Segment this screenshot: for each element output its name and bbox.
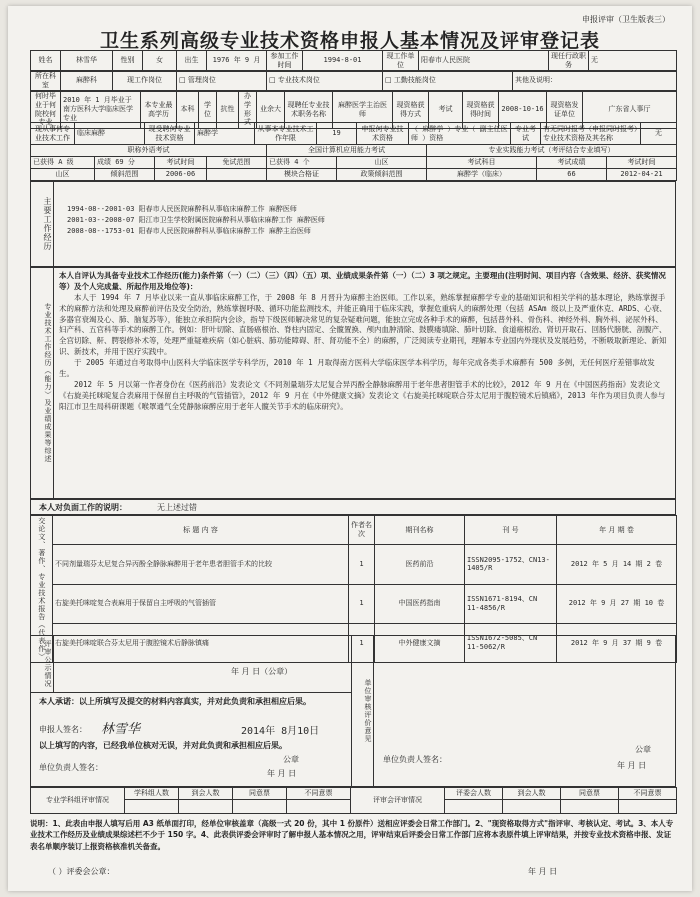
paper-journal: 中外健康文摘 xyxy=(375,623,465,662)
negative-label: 本人对负面工作的说明： xyxy=(39,503,127,512)
admin-label: 现任行政职务 xyxy=(549,51,589,72)
other-label: 其他及说明： xyxy=(513,71,677,92)
public-date-seal: 年 月 日（公章） xyxy=(231,667,293,676)
committee-col: 评委会人数 xyxy=(445,788,503,800)
gender-value: 女 xyxy=(143,51,177,72)
applicant-sign-date: 2014年 8月10日 xyxy=(241,726,320,737)
engaged-value: 临床麻醉 xyxy=(75,123,145,145)
exam-label: 专业考试 xyxy=(511,123,541,145)
papers-journal-head: 期刊名称 xyxy=(375,516,465,545)
computer-exam-label: 全国计算机应用能力考试 xyxy=(267,145,427,157)
cert-label: 现资格发证单位 xyxy=(547,91,583,129)
committee-col: 到会人数 xyxy=(503,788,561,800)
lang-score: 成绩 69 分 xyxy=(95,157,155,169)
papers-title-head: 标 题 内 容 xyxy=(53,516,349,545)
tech-post-label: 专业技术岗位 xyxy=(277,76,320,85)
declare-label: 申报何专业技术资格 xyxy=(357,123,409,145)
ability-label: 专业技术工作经历（能力）及业绩成果等综述 xyxy=(31,268,54,498)
applicant-sign-label: 申报人签名： xyxy=(39,725,87,734)
lang-area: 山区 xyxy=(31,169,95,181)
papers-issn-head: 刊 号 xyxy=(465,516,557,545)
ability-section xyxy=(30,267,676,499)
date-label: 现资格获得时间 xyxy=(463,91,499,129)
way-value: 考试 xyxy=(429,91,463,129)
exam-time-label: 考试时间 xyxy=(155,157,207,169)
table-tag: 申报评审（卫生版表三） xyxy=(582,15,670,24)
unit-head-sign-label-2: 单位负责人签名： xyxy=(383,755,447,764)
paper-rank: 1 xyxy=(349,545,375,584)
paper-issn: ISSN1672-5085、CN 11-5062/R xyxy=(465,623,557,662)
specialty-table xyxy=(30,122,677,145)
promise-text: 本人承诺：以上所填写及提交的材料内容真实，并对此负责和承担相应后果。 xyxy=(39,697,311,706)
group-col: 到会人数 xyxy=(179,788,233,800)
grad-label: 何时毕业于何院校何专业 xyxy=(31,91,61,129)
prac-time-label: 考试时间 xyxy=(607,157,677,169)
review-section xyxy=(30,635,676,787)
group-col: 不同意票 xyxy=(287,788,351,800)
committee-seal-label: （ ）评委会公章： xyxy=(48,867,115,876)
experience-label: 主要工作经历 xyxy=(31,182,54,266)
committee-review-label: 评审会评审情况 xyxy=(351,788,445,814)
paper-issn: ISSN1671-8194、CN 11-4856/R xyxy=(465,584,557,623)
admin-value: 无 xyxy=(589,51,677,72)
degree-value: 抗性 xyxy=(217,91,239,129)
degree-label: 学位 xyxy=(199,91,217,129)
group-review-label: 专业学科组评审情况 xyxy=(31,788,125,814)
paper-issn: ISSN2095-1752、CN13-1405/R xyxy=(465,545,557,584)
name-label: 姓名 xyxy=(31,51,61,72)
table-row xyxy=(31,584,677,623)
experience-section xyxy=(30,181,676,267)
dept-value: 麻醉科 xyxy=(61,71,113,92)
title-label: 现聘任专业技术职务名称 xyxy=(285,91,333,129)
experience-item: 2008-08--1753-01 阳春市人民医院麻醉科从事临床麻醉工作 麻醉主治医师 xyxy=(67,227,311,236)
paper-date: 2012 年 9 月 37 期 9 卷 xyxy=(557,623,677,662)
grad-value: 2010 年 1 月毕业于南方医科大学临床医学专业 xyxy=(61,91,141,129)
basic-info-table xyxy=(30,50,677,72)
years-label: 从事本专业技术工作年限 xyxy=(255,123,317,145)
years-value: 19 xyxy=(317,123,357,145)
ability-p2: 于 2005 年通过自考取得中山医科大学临床医学专科学历，2010 年 1 月取得南方医科大学临床医学本科学历，每年完成各类手术麻醉有 500 多例，无任何医疗差错事故发生。 xyxy=(59,358,655,378)
committee-col: 同意票 xyxy=(561,788,619,800)
work-start-label: 参加工作时间 xyxy=(267,51,303,72)
papers-side-label: 交论文、著作、专业技术报告（代表作） xyxy=(31,516,53,663)
ability-p1: 本人于 1994 年 7 月毕业以来一直从事临床麻醉工作，于 2008 年 8 月晋升为麻醉主治医师。工作以来，熟练掌握麻醉学专业的基础知识和相关学科的基本理论，熟练掌握手术的麻醉方法和处理及麻醉前评估及安全防治，熟练掌握呼吸、循环功能监测技术，并能正确用于临床实践，掌握危重病人的麻醉处理（包括 ASAm 级以上及严重休克、ARDS、心衰、多器官衰竭及心、肺、脑复苏等），能独立承担院内会诊，指导下级医师解决常见的复杂疑难问题，能独立完成各种手术的麻醉，包括普外科、骨伤科、神经外科、胸外科、泌尿外科、妇产科、五官科等手术的麻醉工作。例如：肝叶切除、直肠癌根治、脊柱内固定、全髋置换、颅内血肿清除、鼓膜瘘填除、肺叶切除、食道癌根治、肾切开取石、回肠代膀胱、剖腹产、全宫切除、鼾、腭裂修补术等，处理严重疑难疾病（如心脏病、肺功能障碍、肝、肾功能不全）的麻醉，广泛阅读专业期刊，理解本专业国内外现状及发展趋势，不断吸取新理论、新知识、新技术，并用于医疗实践中。 xyxy=(59,292,667,357)
date-value: 2008-10-16 xyxy=(499,91,547,129)
form-sheet xyxy=(8,6,692,891)
public-label: 评审公示情况 xyxy=(31,636,54,692)
mgmt-post-label: 管理岗位 xyxy=(187,76,216,85)
lang-exempt-label: 免试范围 xyxy=(207,157,267,169)
prac-score: 66 xyxy=(537,169,607,181)
experience-list xyxy=(67,204,325,238)
verify-text: 以上填写的内容，已经我单位核对无误，并对此负责和承担相应后果。 xyxy=(39,741,287,750)
lang-area-range: 倾斜范围 xyxy=(95,169,155,181)
papers-date-head: 年 月 期 卷 xyxy=(557,516,677,545)
unit-seal-date: 年 月 日 xyxy=(267,769,297,778)
work-post-label: 工勤技能岗位 xyxy=(393,76,436,85)
unit-review-label: 单位审核评价意见 xyxy=(351,636,374,786)
exam-result-table xyxy=(30,156,677,181)
exam-desc: 有无同时报考（申报同时报考）专业技术资格及其名称 xyxy=(541,123,641,145)
paper-title: 右旋美托咪啶复合表麻用于保留自主呼吸的气管插管 xyxy=(53,584,349,623)
paper-journal: 中国医药指南 xyxy=(375,584,465,623)
unit-seal-label: 公章 xyxy=(283,755,299,764)
unit-head-sign-label: 单位负责人签名： xyxy=(39,763,103,772)
papers-author-head: 作者名次 xyxy=(349,516,375,545)
law-label: 办学形式 xyxy=(239,91,257,129)
work-start-value: 1994-8-01 xyxy=(303,51,383,72)
unit-value: 阳春市人民医院 xyxy=(419,51,549,72)
group-col: 同意票 xyxy=(233,788,287,800)
post-label: 现工作岗位 xyxy=(113,71,177,92)
committee-col: 不同意票 xyxy=(619,788,677,800)
paper-rank: 1 xyxy=(349,584,375,623)
experience-item: 2001-03--2008-07 阳江市卫生学校附属医院麻醉科从事临床麻醉工作 麻醉医师 xyxy=(67,216,325,225)
prac-time: 2012-04-21 xyxy=(607,169,677,181)
lang-exam-label: 职称外语考试 xyxy=(31,145,267,157)
prac-subject-label: 考试科目 xyxy=(427,157,537,169)
law-value: 业余大 xyxy=(257,91,285,129)
way-label: 现资格获得方式 xyxy=(393,91,429,129)
form-title: 卫生系列高级专业技术资格申报人基本情况及评审登记表 xyxy=(99,30,600,52)
votes-table xyxy=(30,787,677,814)
comp-area: 山区 xyxy=(337,157,427,169)
exam-value: 无 xyxy=(641,123,677,145)
paper-title: 右旋美托咪啶联合芬太尼用于腹腔镜术后静脉镇痛 xyxy=(53,623,349,662)
birth-value: 1976 年 9 月 xyxy=(207,51,267,72)
paper-title: 不同剂量瑞芬太尼复合异丙酚全静脉麻醉用于老年患者胆管手术的比较 xyxy=(53,545,349,584)
work-post-option[interactable]: □ 工勤技能岗位 xyxy=(383,71,513,92)
paper-date: 2012 年 5 月 14 期 2 卷 xyxy=(557,545,677,584)
apply-value: 麻醉学 xyxy=(195,123,255,145)
unit-seal-label-2: 公章 xyxy=(635,745,651,754)
paper-journal: 医药前沿 xyxy=(375,545,465,584)
module-label: 模块合格证 xyxy=(267,169,337,181)
unit-label: 现工作单位 xyxy=(383,51,419,72)
paper-rank: 1 xyxy=(349,623,375,662)
prac-score-label: 考试成绩 xyxy=(537,157,607,169)
exam-time-value: 2006-06 xyxy=(155,169,207,181)
policy-area-range: 政策倾斜范围 xyxy=(337,169,427,181)
title-value: 麻醉医学主治医师 xyxy=(333,91,393,129)
apply-label: 现受聘何专业技术资格 xyxy=(145,123,195,145)
declare-value: （ 麻醉学 ）专业（ 副主任医师 ）资格 xyxy=(409,123,511,145)
lang-grade: 已获得 A 级 xyxy=(31,157,95,169)
engaged-label: 现从事何专业技术工作 xyxy=(31,123,75,145)
paper-date: 2012 年 9 月 27 期 10 卷 xyxy=(557,584,677,623)
edu-value: 本科 xyxy=(177,91,199,129)
gender-label: 性别 xyxy=(113,51,143,72)
practice-exam-label: 专业实践能力考试（考评结合专业填写） xyxy=(427,145,677,157)
post-table xyxy=(30,70,677,92)
unit-seal-date-2: 年 月 日 xyxy=(617,761,647,770)
applicant-signature: 林雪华 xyxy=(101,722,141,737)
committee-seal-date: 年 月 日 xyxy=(528,867,558,876)
table-row xyxy=(31,545,677,584)
name-value: 林雪华 xyxy=(61,51,113,72)
ability-p3: 2012 年 5 月以第一作者身份在《医药前沿》发表论文《不同剂量瑞芬太尼复合异丙酚全静脉麻醉用于老年患者胆管手术的比较》，2012 年 9 月在《中国医药指南》发表论文《右旋美托咪啶复合表麻用于保留自主呼吸的气管插管》，2012 年 9 月在《中外健康文摘》发表论文《右旋美托咪啶联合芬太尼用于腹腔镜术后镇痛》，2013 年作为项目负责人参与阳江市卫生局科研课题《喉罩通气全凭静脉麻醉应用于老年人髋关节手术的临床研究》。 xyxy=(59,379,666,411)
ability-head: 本人自评认为具备专业技术工作经历(能力)条件第（一）（二）（三）（四）（五）项、业绩成果条件第（一）（二）3 项之规定。主要理由(注明时间、项目内容（含效果、经济、获奖情况等）及个人完成量、所起作用及地位等)： xyxy=(59,271,666,291)
experience-item: 1994-08--2001-03 阳春市人民医院麻醉科从事临床麻醉工作 麻醉医师 xyxy=(67,205,297,213)
prac-subject: 麻醉学（临床） xyxy=(427,169,537,181)
notes-text: 说明：1、此表由申报人填写后用 A3 纸单面打印，经单位审核盖章（高级一式 20 份，其中 1 份原件）送相应评委会日常工作部门。2、"现资格取得方式"指评审、考核认定、考试。3、本人专业技术工作经历及业绩成果综述栏不少于 150 字。4、此表供评委会评审时了解申报人基本情况之用，评审结束后评委会日常工作部门应将本表原件填上评审结果，并按专业技术资格申报、发证表名单顺序装订上报资格核准机关备查。 xyxy=(30,819,674,851)
group-col: 学科组人数 xyxy=(125,788,179,800)
mgmt-post-option[interactable]: □ 管理岗位 xyxy=(177,71,267,92)
dept-label: 所在科室 xyxy=(31,71,61,92)
negative-value: 无上述过错 xyxy=(157,503,197,512)
cert-value: 广东省人事厅 xyxy=(583,91,677,129)
negative-section xyxy=(30,499,676,515)
tech-post-option[interactable]: □ 专业技术岗位 xyxy=(267,71,383,92)
birth-label: 出生 xyxy=(177,51,207,72)
edu-label: 本专业最高学历 xyxy=(141,91,177,129)
comp-count: 已获得 4 个 xyxy=(267,157,337,169)
